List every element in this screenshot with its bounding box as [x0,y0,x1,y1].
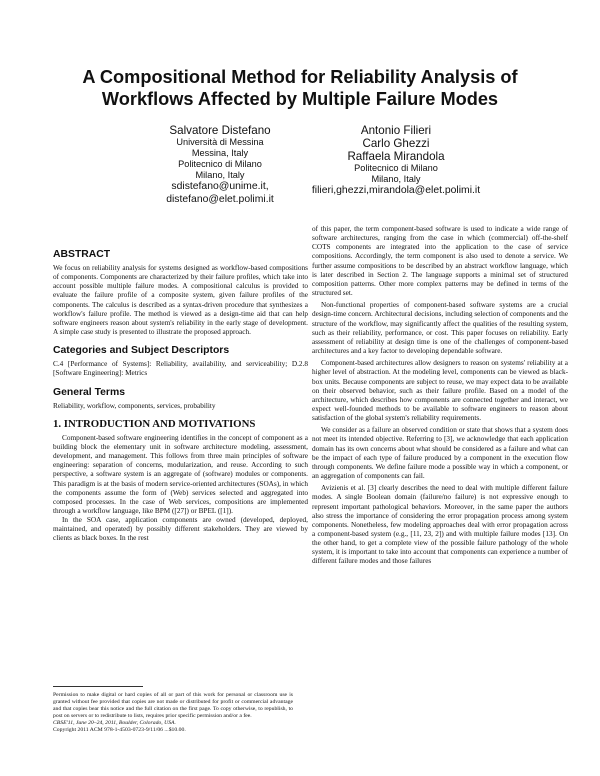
body-paragraph: Avizienis et al. [3] clearly describes the need to deal with multiple different failure modes. A single Boolean domain (failure/no failure) is not expressive enough to represent important pathological behaviors. Moreover, in the same paper the authors also stress the importance of considering the error propagation process among system components. Nonetheless, few modeling approaches deal with error propagation across a component-based system (e.g., [11, 23, 2]) and with multiple failure modes [13]. On the other hand, to get a complete view of the possible failure pathology of the whole system, it is important to take into account that components can experience a number of different failure modes and those failures [312,484,568,566]
section-heading: 1. INTRODUCTION AND MOTIVATIONS [53,417,256,430]
author-affiliation: Politecnico di Milano [178,159,262,169]
author-email: distefano@elet.polimi.it [166,193,274,205]
right-column [312,225,568,753]
body-paragraph: In the SOA case, application components are owned (developed, deployed, maintained, and operated) by possibly different stakeholders. They are viewed by clients as black boxes. In the rest [53,516,308,543]
general-terms-text: Reliability, workflow, components, services, probability [53,401,216,410]
body-paragraph: Non-functional properties of component-based software systems are a crucial design-time concern. Architectural decisions, including selection of components and the structure of the workflow, may significantly affect the qualities of the resulting system, such as their reliability, performance, or cost. This paper focuses on reliability. Early assessment of reliability at design time is one of the challenges of component-based architectures and a key factor to developing dependable software. [312,301,568,356]
body-paragraph: Component-based architectures allow designers to reason on systems' reliability at a higher level of abstraction. At the modeling level, components can be viewed as black-box units. Because components are subject to reuse, we may expect data to be available on their observed behavior, such as their failure profile. Based on a model of the architecture, which describes how components are connected together and interact, we expect well-founded methods to be available to software engineers to reason about satisfaction of the global system's reliability requirements. [312,359,568,423]
author-name: Antonio Filieri [360,124,432,137]
abstract-heading: ABSTRACT [53,249,111,260]
categories-heading: Categories and Subject Descriptors [53,345,230,357]
body-paragraph: of this paper, the term component-based software is used to indicate a wide range of software architectures, ranging from the case in which (commercial) off-the-shelf COTS components are integrated into the application to the case of service compositions. Accordingly, the term component is also used to denote a service. We further assume compositions to be described by an abstract workflow language, which is later described in Section 2. The language supports a minimal set of structured composition patterns. Other more complex patterns may be defined in terms of the structured set. [312,225,568,298]
author-email: sdistefano@unime.it, [171,181,269,192]
categories-text: C.4 [Performance of Systems]: Reliability, availability, and serviceability; D.2.8 [Software Engineering]: Metrics [53,360,308,378]
venue-line: CBSE'11, June 20–24, 2011, Boulder, Colorado, USA. [53,720,176,727]
author-affiliation: Università di Messina [176,137,264,147]
author-affiliation: Messina, Italy [191,148,249,158]
paper-title: A Compositional Method for Reliability Analysis of Workflows Affected by Multiple Failure Modes [82,67,518,109]
author-block-1 [150,124,290,206]
body-paragraph: Component-based software engineering identifies in the concept of component as a building block the elementary unit in software architecture modeling, assessment, development, and management. This follows from three main principles of software engineering: separation of concerns, modularization, and reuse. According to such perspective, a software system is an aggregate of (software) modules or components. This paradigm is at the basis of modern service-oriented architectures (SOAs), in which the components assume the form of (Web) services selected and aggregated into composed processes. In the case of Web services, compositions are implemented through a workflow language, like BPM ([27]) or BPEL ([1]). [53,433,308,515]
author-affiliation: Milano, Italy [371,174,421,184]
footnote-divider [53,686,143,687]
copyright-footnote [53,692,293,735]
abstract-text: We focus on reliability analysis for systems designed as workflow-based compositions of components. Components are characterized by their failure profiles, which take into account possible multiple failure modes. A compositional calculus is provided to evaluate the failure profile of a composite system, given failure profiles of the components. The calculus is described as a syntax-driven procedure that synthesizes a workflow's failure profile. The method is viewed as a design-time aid that can help software engineers reason about system's reliability in the early stage of development. A simple case study is presented to illustrate the proposed approach. [53,264,308,337]
body-paragraph: We consider as a failure an observed condition or state that shows that a system does not meet its intended objective. Referring to [3], we acknowledge that each application domain has its own concerns about what should be considered as a failure and what can be the impact of each type of failure produced by a component in the execution flow through components. We define failure mode a possible way in which a component, or an aggregation of components can fail. [312,426,568,481]
left-column [53,248,308,668]
permission-notice: Permission to make digital or hard copies of all or part of this work for personal or classroom use is granted without fee provided that copies are not made or distributed for profit or commercial advantage and that copies bear this notice and the full citation on the first page. To copy otherwise, to republish, to post on servers or to redistribute to lists, requires prior specific permission and/or a fee. [53,692,293,720]
general-terms-heading: General Terms [53,386,125,398]
author-name: Salvatore Distefano [169,124,271,137]
author-affiliation: Politecnico di Milano [354,163,438,173]
author-email: filieri,ghezzi,mirandola@elet.polimi.it [311,185,481,196]
author-name: Raffaela Mirandola [347,150,445,163]
author-affiliation: Milano, Italy [195,170,245,180]
author-block-2 [296,124,496,198]
copyright-line: Copyright 2011 ACM 978-1-4503-0723-9/11/06 ...$10.00. [53,727,186,734]
author-name: Carlo Ghezzi [362,137,430,150]
